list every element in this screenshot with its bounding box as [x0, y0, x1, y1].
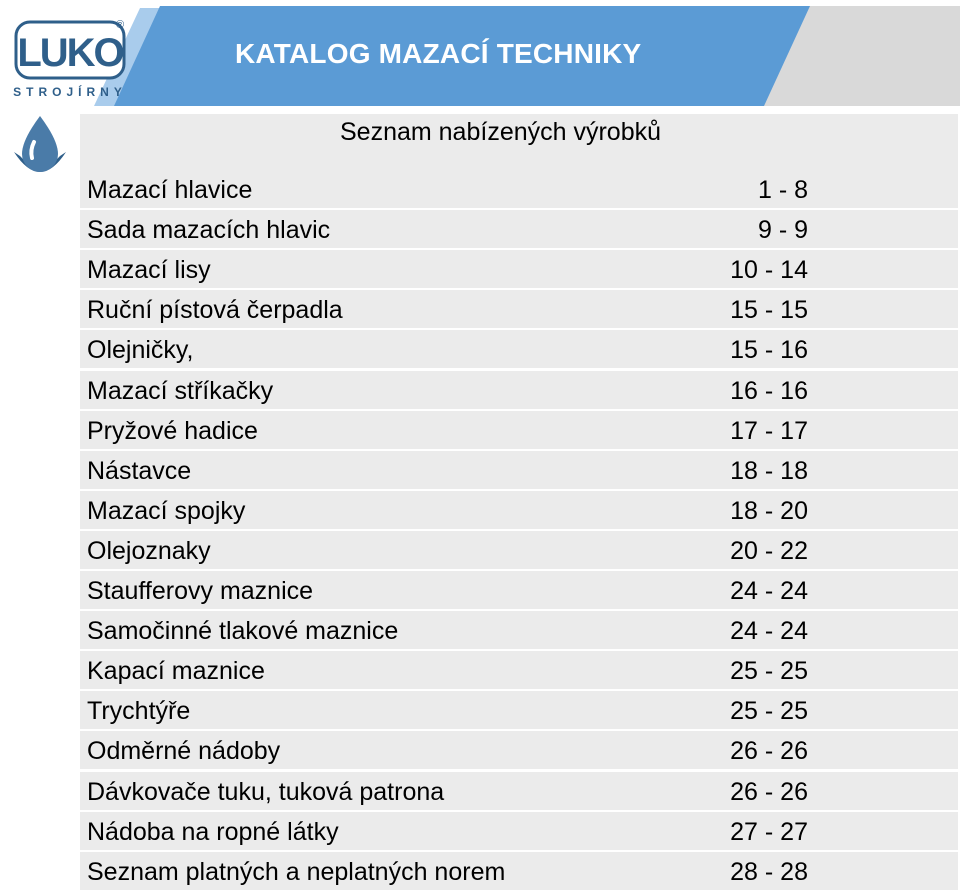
logo-letters: LUKO [17, 31, 123, 75]
list-item [80, 210, 958, 248]
item-page-range: 24 - 24 [730, 617, 808, 645]
list-item [80, 330, 958, 368]
item-name: Mazací spojky [87, 497, 246, 525]
item-name: Sada mazacích hlavic [87, 216, 331, 244]
list-item [80, 371, 958, 409]
item-page-range: 16 - 16 [730, 377, 808, 405]
list-item [80, 290, 958, 328]
item-page-range: 25 - 25 [730, 697, 808, 725]
list-item [80, 411, 958, 449]
item-name: Pryžové hadice [87, 417, 258, 445]
list-item [80, 691, 958, 729]
logo-subtitle: STROJÍRNY [13, 85, 127, 99]
list-item [80, 611, 958, 649]
list-item [80, 651, 958, 689]
luko-logo [10, 16, 130, 100]
item-name: Dávkovače tuku, tuková patrona [87, 778, 445, 806]
item-page-range: 10 - 14 [730, 256, 808, 284]
item-name: Mazací stříkačky [87, 377, 274, 405]
item-name: Samočinné tlakové maznice [87, 617, 399, 645]
item-name: Kapací maznice [87, 657, 265, 685]
list-item [80, 250, 958, 288]
item-name: Ruční pístová čerpadla [87, 296, 343, 324]
item-name: Nádoba na ropné látky [87, 818, 339, 846]
list-item [80, 772, 958, 810]
oil-drop-icon [8, 112, 72, 184]
item-page-range: 20 - 22 [730, 537, 808, 565]
item-page-range: 15 - 15 [730, 296, 808, 324]
item-page-range: 25 - 25 [730, 657, 808, 685]
registered-mark: ® [115, 19, 125, 31]
list-item [80, 491, 958, 529]
item-name: Olejoznaky [87, 537, 211, 565]
item-page-range: 18 - 18 [730, 457, 808, 485]
list-item [80, 531, 958, 569]
item-page-range: 18 - 20 [730, 497, 808, 525]
list-item [80, 812, 958, 850]
item-page-range: 26 - 26 [730, 737, 808, 765]
list-item [80, 731, 958, 769]
item-page-range: 24 - 24 [730, 577, 808, 605]
catalog-title: KATALOG MAZACÍ TECHNIKY [235, 38, 642, 69]
list-item [80, 571, 958, 609]
item-name: Seznam platných a neplatných norem [87, 858, 506, 886]
list-item [80, 852, 958, 890]
item-name: Staufferovy maznice [87, 577, 314, 605]
item-page-range: 26 - 26 [730, 778, 808, 806]
item-name: Mazací lisy [87, 256, 211, 284]
list-subtitle: Seznam nabízených výrobků [340, 118, 662, 146]
list-item [80, 451, 958, 489]
item-name: Nástavce [87, 457, 192, 485]
item-page-range: 9 - 9 [757, 216, 808, 244]
item-name: Odměrné nádoby [87, 737, 281, 765]
list-item [80, 170, 958, 208]
item-page-range: 15 - 16 [730, 336, 808, 364]
item-name: Olejničky, [87, 336, 194, 364]
item-page-range: 27 - 27 [730, 818, 808, 846]
item-name: Mazací hlavice [87, 176, 253, 204]
item-page-range: 17 - 17 [730, 417, 808, 445]
item-name: Trychtýře [87, 697, 191, 725]
item-page-range: 28 - 28 [730, 858, 808, 886]
item-page-range: 1 - 8 [757, 176, 808, 204]
